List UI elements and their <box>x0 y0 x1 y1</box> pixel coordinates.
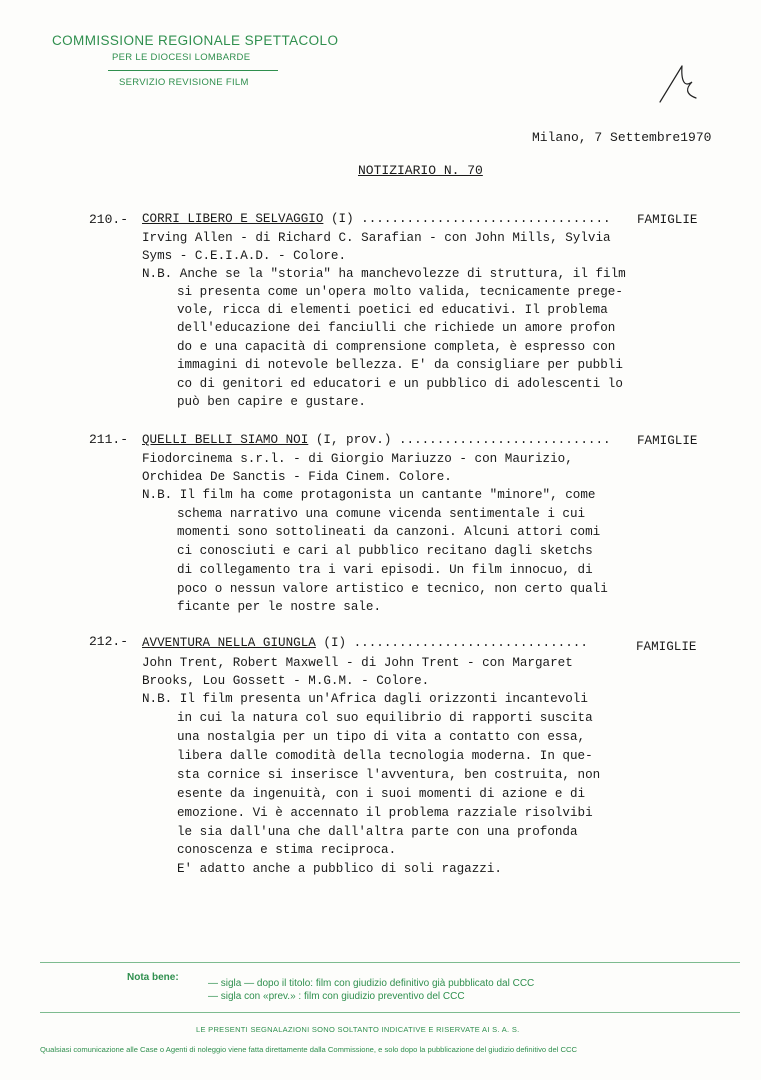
review-line: momenti sono sottolineati da canzoni. Alcuni attori comi <box>177 525 601 539</box>
footer-notice: LE PRESENTI SEGNALAZIONI SONO SOLTANTO INDICATIVE E RISERVATE AI S. A. S. <box>196 1025 520 1034</box>
review-line: una nostalgia per un tipo di vita a contatto con essa, <box>177 730 586 744</box>
footer-nota-line: — sigla con «prev.» : film con giudizio preventivo del CCC <box>208 991 465 1002</box>
footer-divider-bottom <box>40 1012 740 1013</box>
handwritten-initial-mark <box>652 58 712 108</box>
review-line: vole, ricca di elementi poetici ed educativi. Il problema <box>177 303 608 317</box>
audience-category: FAMIGLIE <box>637 213 698 227</box>
entry-number: 211.- <box>89 432 129 447</box>
review-line: co di genitori ed educatori e un pubblico di adolescenti lo <box>177 377 623 391</box>
footer-nota-label: Nota bene: <box>127 972 179 983</box>
footer-disclaimer: Qualsiasi comunicazione alle Case o Agenti di noleggio viene fatta direttamente dalla Commissione, e solo dopo la pubblicazione del giudizio definitivo del CCC <box>40 1045 577 1054</box>
title-suffix: (I) ............................... <box>315 636 588 650</box>
title-suffix: (I) ................................. <box>323 212 611 226</box>
credit-line: Syms - C.E.I.A.D. - Colore. <box>142 249 347 263</box>
review-line: poco o nessun valore artistico e tecnico, non certo quali <box>177 582 608 596</box>
review-line: immagini di notevole bellezza. E' da consigliare per pubbli <box>177 358 623 372</box>
audience-category: FAMIGLIE <box>637 434 698 448</box>
entry-title-line <box>142 212 611 226</box>
review-line: do e una capacità di comprensione completa, è espresso con <box>177 340 616 354</box>
credit-line: John Trent, Robert Maxwell - di John Trent - con Margaret <box>142 656 573 670</box>
footer-divider-top <box>40 962 740 963</box>
entry-title-line <box>142 433 611 447</box>
film-title: QUELLI BELLI SIAMO NOI <box>142 433 309 447</box>
audience-category: FAMIGLIE <box>636 640 697 654</box>
entry-title-line <box>142 636 588 650</box>
review-line: dell'educazione dei fanciulli che richiede un amore profon <box>177 321 616 335</box>
review-line: ci conosciuti e cari al pubblico recitano dagli sketchs <box>177 544 593 558</box>
bulletin-heading: NOTIZIARIO N. 70 <box>358 163 483 178</box>
letterhead-subtitle: PER LE DIOCESI LOMBARDE <box>112 52 251 63</box>
review-line: si presenta come un'opera molto valida, tecnicamente prege- <box>177 285 623 299</box>
review-line: ficante per le nostre sale. <box>177 600 382 614</box>
entry-number: 210.- <box>89 212 129 227</box>
review-line: libera dalle comodità della tecnologia moderna. In que- <box>177 749 593 763</box>
review-line: esente da ingenuità, con i suoi momenti di azione e di <box>177 787 586 801</box>
review-line: E' adatto anche a pubblico di soli ragazzi. <box>177 862 502 876</box>
review-line: conoscenza e stima reciproca. <box>177 843 397 857</box>
letterhead-service: SERVIZIO REVISIONE FILM <box>119 77 249 88</box>
review-line: N.B. Il film presenta un'Africa dagli orizzonti incantevoli <box>142 692 588 706</box>
review-line: può ben capire e gustare. <box>177 395 366 409</box>
credit-line: Fiodorcinema s.r.l. - di Giorgio Mariuzzo - con Maurizio, <box>142 452 573 466</box>
review-line: in cui la natura col suo equilibrio di rapporti suscita <box>177 711 593 725</box>
review-line: le sia dall'una che dall'altra parte con una profonda <box>177 825 578 839</box>
review-line: N.B. Il film ha come protagonista un cantante "minore", come <box>142 488 596 502</box>
film-title: CORRI LIBERO E SELVAGGIO <box>142 212 324 226</box>
review-line: schema narrativo una comune vicenda sentimentale i cui <box>177 507 586 521</box>
review-line: N.B. Anche se la "storia" ha manchevolezze di struttura, il film <box>142 267 626 281</box>
review-line: emozione. Vi è accennato il problema razziale risolvibi <box>177 806 593 820</box>
review-line: sta cornice si inserisce l'avventura, ben costruita, non <box>177 768 601 782</box>
letterhead-title: COMMISSIONE REGIONALE SPETTACOLO <box>52 33 339 48</box>
document-date: Milano, 7 Settembre1970 <box>532 130 712 145</box>
letterhead-divider <box>108 70 278 71</box>
film-title: AVVENTURA NELLA GIUNGLA <box>142 636 316 650</box>
review-line: di collegamento tra i vari episodi. Un film innocuo, di <box>177 563 593 577</box>
title-suffix: (I, prov.) ............................ <box>308 433 611 447</box>
credit-line: Orchidea De Sanctis - Fida Cinem. Colore. <box>142 470 452 484</box>
footer-nota-line: — sigla — dopo il titolo: film con giudizio definitivo già pubblicato dal CCC <box>208 978 535 989</box>
credit-line: Brooks, Lou Gossett - M.G.M. - Colore. <box>142 674 430 688</box>
credit-line: Irving Allen - di Richard C. Sarafian - con John Mills, Sylvia <box>142 231 611 245</box>
entry-number: 212.- <box>89 634 129 649</box>
